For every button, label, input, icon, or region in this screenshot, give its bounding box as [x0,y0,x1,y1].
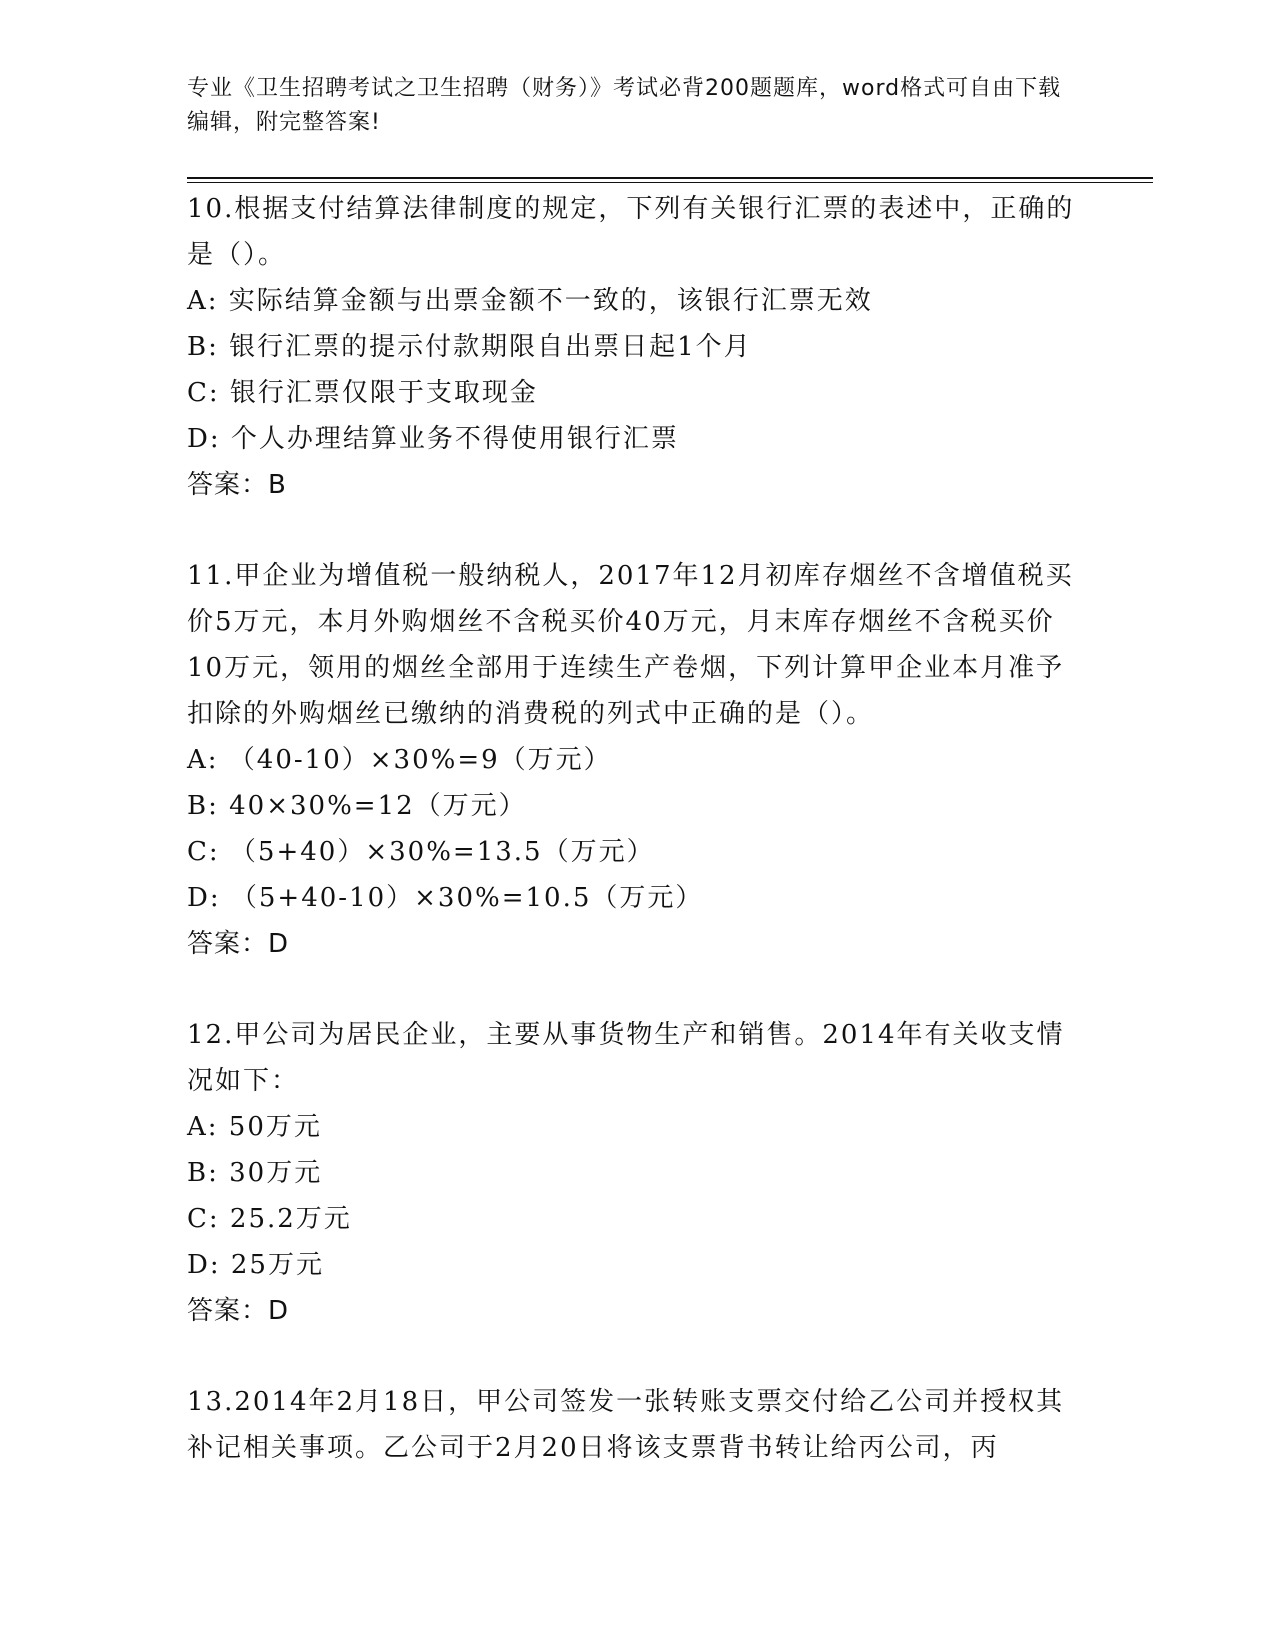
option-b: B: 30万元 [187,1158,323,1188]
header-divider-thick [187,177,1153,179]
question-12 [187,1012,1087,1334]
option-d: D: 个人办理结算业务不得使用银行汇票 [187,424,679,454]
question-10 [187,186,1087,508]
answer: 答案：D [187,1296,290,1326]
question-text: 12.甲公司为居民企业，主要从事货物生产和销售。2014年有关收支情况如下： [187,1020,1065,1096]
option-a: A: 实际结算金额与出票金额不一致的，该银行汇票无效 [187,286,873,316]
option-a: A: （40-10）×30%=9（万元） [187,745,612,775]
question-text: 11.甲企业为增值税一般纳税人，2017年12月初库存烟丝不含增值税买价5万元，本月外购烟丝不含税买价40万元，月末库存烟丝不含税买价10万元，领用的烟丝全部用于连续生产卷烟，下列计算甲企业本月准予扣除的外购烟丝已缴纳的消费税的列式中正确的是（）。 [187,561,1074,729]
question-13 [187,1379,1087,1471]
option-c: C: （5+40）×30%=13.5（万元） [187,837,655,867]
option-c: C: 银行汇票仅限于支取现金 [187,378,538,408]
header-divider-thin [187,182,1153,183]
question-11 [187,553,1087,967]
document-header [187,72,1067,140]
option-a: A: 50万元 [187,1112,322,1142]
document-title: 专业《卫生招聘考试之卫生招聘（财务）》考试必背200题题库，word格式可自由下载编辑，附完整答案! [187,76,1062,135]
option-b: B: 40×30%=12（万元） [187,791,527,821]
question-list [187,186,1087,1516]
option-b: B: 银行汇票的提示付款期限自出票日起1个月 [187,332,752,362]
option-c: C: 25.2万元 [187,1204,352,1234]
option-d: D: （5+40-10）×30%=10.5（万元） [187,883,704,913]
option-d: D: 25万元 [187,1250,324,1280]
answer: 答案：B [187,470,287,500]
answer: 答案：D [187,929,290,959]
question-text: 13.2014年2月18日，甲公司签发一张转账支票交付给乙公司并授权其补记相关事项。乙公司于2月20日将该支票背书转让给丙公司，丙 [187,1387,1065,1463]
question-text: 10.根据支付结算法律制度的规定，下列有关银行汇票的表述中，正确的是（）。 [187,194,1075,270]
